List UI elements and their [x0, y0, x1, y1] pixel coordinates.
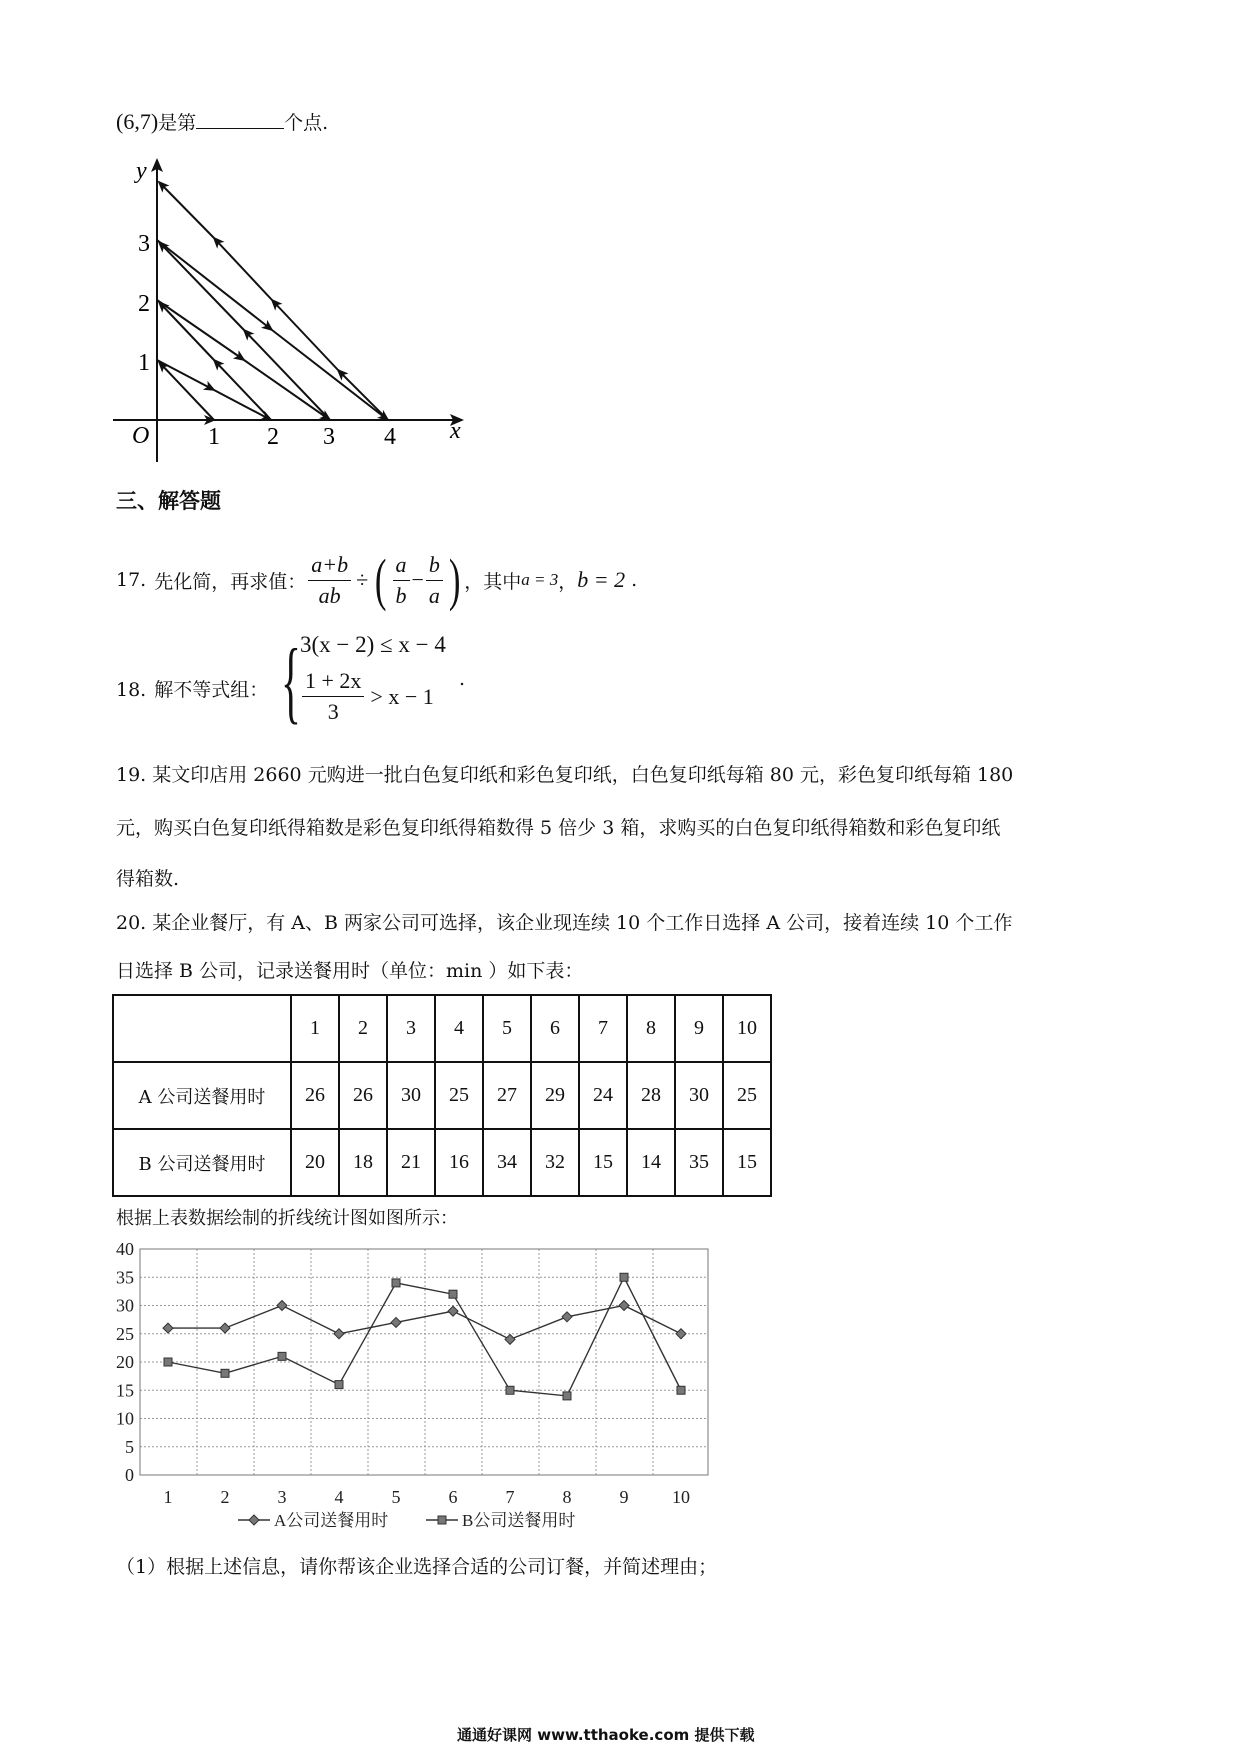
table-cell: 25 — [723, 1062, 771, 1129]
x-tick-1: 1 — [208, 424, 220, 450]
q17-cond-b: b = 2 — [577, 567, 626, 592]
question-17 — [116, 540, 637, 620]
arrow-path — [157, 182, 388, 420]
table-header-cell: 6 — [531, 995, 579, 1062]
q18-brace: { — [281, 630, 301, 732]
q17-fraction-b-over-a: $\frac{b}{a}$ — [426, 552, 443, 609]
data-point-a — [676, 1329, 686, 1339]
q16-point: (6,7) — [116, 109, 159, 134]
table-corner-cell — [113, 995, 291, 1062]
q19-line-1: 19. 某文印店用 2660 元购进一批白色复印纸和彩色复印纸，白色复印纸每箱 80 元，彩色复印纸每箱 180 — [116, 764, 1014, 786]
q18-inequality-1: 3(x − 2) ≤ x − 4 — [300, 632, 446, 657]
q16-answer-blank[interactable] — [196, 110, 284, 129]
x-tick-label: 8 — [562, 1487, 572, 1507]
y-tick-label: 15 — [116, 1380, 134, 1401]
q17-fraction-a-over-b: $\frac{a}{b}$ — [393, 552, 410, 609]
table-cell: 34 — [483, 1129, 531, 1196]
x-tick-3: 3 — [323, 424, 335, 450]
table-header-cell: 7 — [579, 995, 627, 1062]
data-point-b — [506, 1386, 514, 1394]
section-title: 三、解答题 — [116, 488, 221, 513]
row-label-a: A 公司送餐用时 — [113, 1062, 291, 1129]
table-cell: 29 — [531, 1062, 579, 1129]
table-cell: 26 — [339, 1062, 387, 1129]
table-cell: 32 — [531, 1129, 579, 1196]
q17-number: 17. — [116, 569, 147, 591]
table-header-cell: 1 — [291, 995, 339, 1062]
data-point-b — [620, 1273, 628, 1281]
table-cell: 26 — [291, 1062, 339, 1129]
x-tick-label: 3 — [277, 1487, 287, 1507]
line-chart — [100, 1238, 720, 1538]
y-tick-label: 35 — [116, 1267, 134, 1288]
data-point-b — [335, 1381, 343, 1389]
table-header-row — [113, 995, 771, 1062]
x-tick-label: 4 — [334, 1487, 344, 1507]
x-tick-2: 2 — [267, 424, 279, 450]
q17-fraction-main: $\frac{a+b}{ab}$ — [308, 552, 351, 609]
q18-inequality-2 — [300, 668, 434, 725]
table-header-cell: 4 — [435, 995, 483, 1062]
q16-answer-line — [116, 108, 328, 135]
footer: 通通好课网 www.tthaoke.com 提供下载 — [457, 1726, 755, 1744]
q18-fraction: $\frac{1 + 2x}{3}$ — [302, 668, 364, 725]
y-axis-label: y — [136, 158, 147, 184]
x-tick-label: 6 — [448, 1487, 458, 1507]
q16-text-after: 个点. — [284, 112, 329, 134]
q17-prefix: 先化简，再求值： — [154, 570, 307, 593]
q19-line-2: 元，购买白色复印纸得箱数是彩色复印纸得箱数得 5 倍少 3 箱，求购买的白色复印纸得箱数和彩色复印纸 — [116, 817, 1001, 839]
table-header-cell: 8 — [627, 995, 675, 1062]
legend-marker-b — [438, 1516, 446, 1524]
q18-inequality-2-rest: > x − 1 — [370, 683, 434, 709]
table-cell: 24 — [579, 1062, 627, 1129]
x-tick-label: 10 — [672, 1487, 690, 1507]
q20-line-2: 日选择 B 公司，记录送餐用时（单位：min ）如下表： — [116, 960, 584, 982]
y-tick-label: 20 — [116, 1352, 134, 1372]
x-tick-4: 4 — [384, 424, 396, 450]
x-axis-label: x — [450, 418, 461, 444]
table-cell: 30 — [387, 1062, 435, 1129]
q17-minus: − — [411, 567, 424, 592]
q18-prefix-line — [116, 675, 268, 702]
table-cell: 18 — [339, 1129, 387, 1196]
y-tick-label: 40 — [116, 1239, 134, 1259]
q16-text-before: 是第 — [158, 112, 197, 134]
table-row — [113, 1062, 771, 1129]
data-point-b — [164, 1358, 172, 1366]
y-tick-label: 10 — [116, 1408, 134, 1429]
table-cell: 15 — [723, 1129, 771, 1196]
y-tick-label: 30 — [116, 1295, 134, 1316]
y-tick-label: 5 — [125, 1436, 134, 1457]
y-tick-1: 1 — [138, 350, 150, 376]
legend-label-a: A公司送餐用时 — [274, 1511, 389, 1530]
table-cell: 15 — [579, 1129, 627, 1196]
q17-rparen: ) — [448, 547, 461, 612]
q17-divide: ÷ — [356, 567, 369, 592]
data-point-a — [163, 1323, 173, 1333]
legend-marker-a — [249, 1515, 259, 1525]
table-row — [113, 1129, 771, 1196]
table-cell: 28 — [627, 1062, 675, 1129]
data-point-a — [448, 1306, 458, 1316]
delivery-time-table — [112, 994, 772, 1197]
x-tick-label: 9 — [619, 1487, 629, 1507]
q17-comma: ， — [558, 570, 578, 593]
x-tick-label: 7 — [505, 1487, 515, 1507]
table-cell: 35 — [675, 1129, 723, 1196]
q18-end: . — [459, 668, 466, 690]
x-tick-label: 1 — [163, 1487, 173, 1507]
y-tick-label: 25 — [116, 1323, 134, 1344]
table-header-cell: 10 — [723, 995, 771, 1062]
y-tick-label: 0 — [125, 1465, 134, 1485]
row-label-b: B 公司送餐用时 — [113, 1129, 291, 1196]
table-header-cell: 3 — [387, 995, 435, 1062]
data-point-b — [221, 1369, 229, 1377]
data-point-b — [449, 1290, 457, 1298]
table-header-cell: 5 — [483, 995, 531, 1062]
y-tick-3: 3 — [138, 231, 150, 257]
data-point-a — [505, 1334, 515, 1344]
chart-intro: 根据上表数据绘制的折线统计图如图所示： — [116, 1208, 458, 1229]
table-cell: 21 — [387, 1129, 435, 1196]
table-cell: 16 — [435, 1129, 483, 1196]
q19-line-3: 得箱数. — [116, 868, 180, 890]
table-cell: 30 — [675, 1062, 723, 1129]
data-point-b — [677, 1386, 685, 1394]
data-point-b — [392, 1279, 400, 1287]
x-tick-label: 5 — [391, 1487, 401, 1507]
q18-prefix: 解不等式组： — [154, 679, 269, 701]
data-point-a — [619, 1301, 629, 1311]
q17-end: . — [631, 569, 638, 591]
table-cell: 25 — [435, 1062, 483, 1129]
q20-line-1: 20. 某企业餐厅，有 A、B 两家公司可选择，该企业现连续 10 个工作日选择 A 公司，接着连续 10 个工作 — [116, 912, 1013, 934]
q17-cond-a: a = 3 — [521, 570, 559, 589]
q17-suffix: ，其中 — [464, 570, 522, 593]
q20-sub-question-1: （1）根据上述信息，请你帮该企业选择合适的公司订餐，并简述理由； — [116, 1556, 718, 1578]
data-point-a — [391, 1317, 401, 1327]
q18-number: 18. — [116, 679, 147, 701]
table-cell: 20 — [291, 1129, 339, 1196]
origin-label: O — [132, 423, 150, 449]
legend-label-b: B公司送餐用时 — [462, 1511, 576, 1530]
q17-lparen: ( — [375, 547, 387, 612]
y-tick-2: 2 — [138, 291, 150, 317]
table-cell: 27 — [483, 1062, 531, 1129]
arrow-path-figure — [105, 150, 475, 470]
table-header-cell: 2 — [339, 995, 387, 1062]
table-cell: 14 — [627, 1129, 675, 1196]
x-tick-label: 2 — [220, 1487, 230, 1507]
data-point-a — [277, 1301, 287, 1311]
data-point-a — [334, 1329, 344, 1339]
data-point-a — [562, 1312, 572, 1322]
data-point-b — [278, 1352, 286, 1360]
table-header-cell: 9 — [675, 995, 723, 1062]
data-point-a — [220, 1323, 230, 1333]
data-point-b — [563, 1392, 571, 1400]
